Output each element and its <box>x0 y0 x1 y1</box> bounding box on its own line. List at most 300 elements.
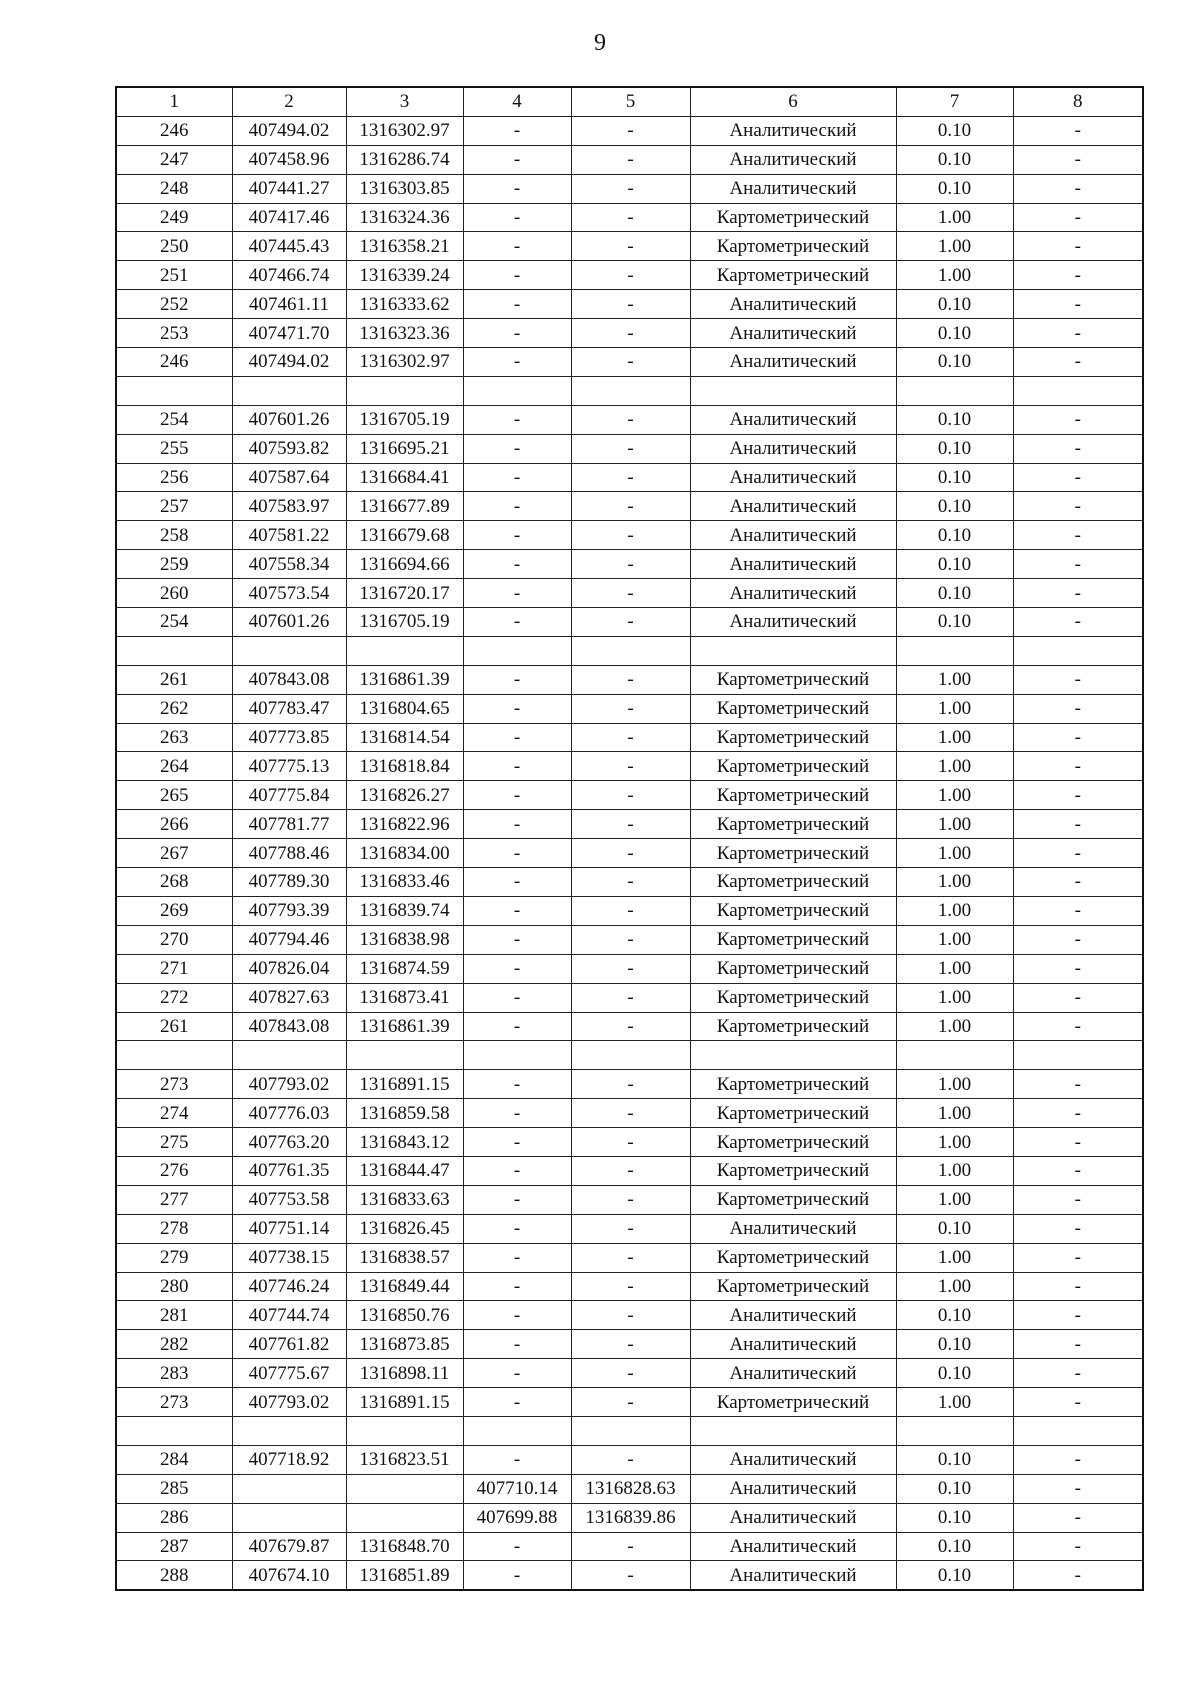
y-new-cell: - <box>571 752 690 781</box>
column-header: 5 <box>571 87 690 116</box>
point-number-cell: 276 <box>116 1156 232 1185</box>
x-new-cell: - <box>463 290 571 319</box>
point-number-cell: 265 <box>116 781 232 810</box>
method-cell: Аналитический <box>690 1532 896 1561</box>
x-coordinate-cell: 407461.11 <box>232 290 346 319</box>
x-coordinate-cell: 407471.70 <box>232 319 346 348</box>
accuracy-cell: 1.00 <box>896 925 1013 954</box>
point-number-cell: 260 <box>116 579 232 608</box>
y-new-cell: - <box>571 1185 690 1214</box>
accuracy-cell: 0.10 <box>896 145 1013 174</box>
x-coordinate-cell: 407466.74 <box>232 261 346 290</box>
note-cell: - <box>1013 868 1143 897</box>
x-new-cell: - <box>463 1330 571 1359</box>
x-new-cell: - <box>463 781 571 810</box>
note-cell: - <box>1013 1272 1143 1301</box>
y-coordinate-cell: 1316848.70 <box>346 1532 463 1561</box>
note-cell: - <box>1013 261 1143 290</box>
y-coordinate-cell: 1316720.17 <box>346 579 463 608</box>
point-number-cell: 249 <box>116 203 232 232</box>
point-number-cell: 250 <box>116 232 232 261</box>
y-new-cell: - <box>571 723 690 752</box>
table-row <box>116 983 1143 1012</box>
method-cell: Аналитический <box>690 290 896 319</box>
point-number-cell: 278 <box>116 1214 232 1243</box>
x-new-cell: 407710.14 <box>463 1474 571 1503</box>
note-cell: - <box>1013 1532 1143 1561</box>
accuracy-cell: 0.10 <box>896 1474 1013 1503</box>
y-coordinate-cell: 1316843.12 <box>346 1128 463 1157</box>
separator-row <box>116 1416 1143 1445</box>
x-new-cell: - <box>463 232 571 261</box>
table-row <box>116 290 1143 319</box>
note-cell: - <box>1013 665 1143 694</box>
y-new-cell: - <box>571 839 690 868</box>
note-cell <box>1013 1041 1143 1070</box>
method-cell: Аналитический <box>690 463 896 492</box>
x-new-cell: 407699.88 <box>463 1503 571 1532</box>
method-cell: Картометрический <box>690 1272 896 1301</box>
note-cell: - <box>1013 954 1143 983</box>
column-header: 4 <box>463 87 571 116</box>
table-row <box>116 1532 1143 1561</box>
note-cell: - <box>1013 434 1143 463</box>
x-new-cell: - <box>463 1272 571 1301</box>
note-cell: - <box>1013 550 1143 579</box>
y-new-cell: 1316828.63 <box>571 1474 690 1503</box>
y-new-cell: - <box>571 1561 690 1590</box>
method-cell: Картометрический <box>690 752 896 781</box>
y-new-cell: - <box>571 954 690 983</box>
y-coordinate-cell: 1316861.39 <box>346 1012 463 1041</box>
separator-row <box>116 376 1143 405</box>
note-cell: - <box>1013 521 1143 550</box>
x-coordinate-cell: 407773.85 <box>232 723 346 752</box>
table-row <box>116 492 1143 521</box>
accuracy-cell: 1.00 <box>896 723 1013 752</box>
y-coordinate-cell: 1316814.54 <box>346 723 463 752</box>
y-new-cell: - <box>571 1532 690 1561</box>
point-number-cell: 281 <box>116 1301 232 1330</box>
x-coordinate-cell: 407843.08 <box>232 665 346 694</box>
note-cell: - <box>1013 1388 1143 1417</box>
accuracy-cell: 0.10 <box>896 1214 1013 1243</box>
point-number-cell: 255 <box>116 434 232 463</box>
x-new-cell: - <box>463 116 571 145</box>
point-number-cell: 266 <box>116 810 232 839</box>
header-row <box>116 87 1143 116</box>
method-cell <box>690 376 896 405</box>
method-cell: Картометрический <box>690 868 896 897</box>
x-new-cell <box>463 636 571 665</box>
y-coordinate-cell: 1316339.24 <box>346 261 463 290</box>
point-number-cell: 262 <box>116 694 232 723</box>
point-number-cell: 256 <box>116 463 232 492</box>
column-header: 2 <box>232 87 346 116</box>
table-row <box>116 261 1143 290</box>
y-coordinate-cell: 1316873.41 <box>346 983 463 1012</box>
table-body <box>116 116 1143 1590</box>
y-coordinate-cell: 1316333.62 <box>346 290 463 319</box>
x-new-cell: - <box>463 896 571 925</box>
point-number-cell: 267 <box>116 839 232 868</box>
x-new-cell: - <box>463 1445 571 1474</box>
x-coordinate-cell: 407718.92 <box>232 1445 346 1474</box>
note-cell: - <box>1013 1561 1143 1590</box>
x-coordinate-cell: 407674.10 <box>232 1561 346 1590</box>
accuracy-cell: 1.00 <box>896 1185 1013 1214</box>
x-new-cell: - <box>463 492 571 521</box>
method-cell: Картометрический <box>690 1012 896 1041</box>
x-new-cell: - <box>463 752 571 781</box>
y-coordinate-cell <box>346 1416 463 1445</box>
y-new-cell: - <box>571 1388 690 1417</box>
x-new-cell: - <box>463 348 571 377</box>
accuracy-cell: 1.00 <box>896 810 1013 839</box>
accuracy-cell <box>896 1041 1013 1070</box>
table-row <box>116 232 1143 261</box>
x-new-cell <box>463 1416 571 1445</box>
x-new-cell: - <box>463 145 571 174</box>
x-new-cell <box>463 1041 571 1070</box>
y-new-cell: - <box>571 463 690 492</box>
table-row <box>116 348 1143 377</box>
y-new-cell: - <box>571 983 690 1012</box>
note-cell: - <box>1013 174 1143 203</box>
x-coordinate-cell: 407417.46 <box>232 203 346 232</box>
note-cell: - <box>1013 752 1143 781</box>
x-coordinate-cell: 407744.74 <box>232 1301 346 1330</box>
accuracy-cell: 1.00 <box>896 839 1013 868</box>
accuracy-cell: 1.00 <box>896 781 1013 810</box>
point-number-cell: 246 <box>116 116 232 145</box>
accuracy-cell: 1.00 <box>896 1243 1013 1272</box>
y-coordinate-cell: 1316826.45 <box>346 1214 463 1243</box>
y-coordinate-cell: 1316804.65 <box>346 694 463 723</box>
table-row <box>116 752 1143 781</box>
accuracy-cell: 0.10 <box>896 579 1013 608</box>
x-coordinate-cell: 407775.84 <box>232 781 346 810</box>
y-coordinate-cell: 1316859.58 <box>346 1099 463 1128</box>
note-cell: - <box>1013 1474 1143 1503</box>
y-new-cell: - <box>571 868 690 897</box>
point-number-cell: 284 <box>116 1445 232 1474</box>
y-coordinate-cell: 1316324.36 <box>346 203 463 232</box>
y-new-cell: - <box>571 1099 690 1128</box>
table-row <box>116 1156 1143 1185</box>
y-new-cell: - <box>571 319 690 348</box>
table-row <box>116 203 1143 232</box>
y-coordinate-cell: 1316833.46 <box>346 868 463 897</box>
point-number-cell: 272 <box>116 983 232 1012</box>
point-number-cell: 268 <box>116 868 232 897</box>
accuracy-cell: 1.00 <box>896 232 1013 261</box>
table-row <box>116 1185 1143 1214</box>
accuracy-cell: 1.00 <box>896 203 1013 232</box>
y-coordinate-cell: 1316684.41 <box>346 463 463 492</box>
x-coordinate-cell: 407441.27 <box>232 174 346 203</box>
note-cell: - <box>1013 1185 1143 1214</box>
accuracy-cell: 1.00 <box>896 1388 1013 1417</box>
x-new-cell: - <box>463 608 571 637</box>
table-row <box>116 868 1143 897</box>
method-cell: Картометрический <box>690 810 896 839</box>
accuracy-cell: 0.10 <box>896 290 1013 319</box>
y-coordinate-cell: 1316303.85 <box>346 174 463 203</box>
point-number-cell: 258 <box>116 521 232 550</box>
x-new-cell: - <box>463 665 571 694</box>
x-coordinate-cell: 407593.82 <box>232 434 346 463</box>
x-coordinate-cell: 407793.02 <box>232 1388 346 1417</box>
note-cell: - <box>1013 463 1143 492</box>
y-new-cell <box>571 636 690 665</box>
x-new-cell: - <box>463 1301 571 1330</box>
table-row <box>116 1099 1143 1128</box>
note-cell: - <box>1013 1012 1143 1041</box>
note-cell: - <box>1013 1359 1143 1388</box>
accuracy-cell: 0.10 <box>896 521 1013 550</box>
x-new-cell: - <box>463 1128 571 1157</box>
x-new-cell: - <box>463 203 571 232</box>
note-cell: - <box>1013 810 1143 839</box>
point-number-cell: 273 <box>116 1388 232 1417</box>
point-number-cell: 274 <box>116 1099 232 1128</box>
x-coordinate-cell <box>232 636 346 665</box>
x-new-cell: - <box>463 579 571 608</box>
accuracy-cell: 1.00 <box>896 868 1013 897</box>
accuracy-cell: 1.00 <box>896 261 1013 290</box>
column-header: 8 <box>1013 87 1143 116</box>
accuracy-cell: 1.00 <box>896 694 1013 723</box>
point-number-cell: 280 <box>116 1272 232 1301</box>
table-row <box>116 694 1143 723</box>
x-new-cell: - <box>463 1156 571 1185</box>
accuracy-cell: 0.10 <box>896 608 1013 637</box>
x-coordinate-cell: 407776.03 <box>232 1099 346 1128</box>
point-number-cell: 257 <box>116 492 232 521</box>
accuracy-cell: 1.00 <box>896 1128 1013 1157</box>
y-coordinate-cell: 1316838.57 <box>346 1243 463 1272</box>
point-number-cell: 286 <box>116 1503 232 1532</box>
table-row <box>116 1445 1143 1474</box>
point-number-cell: 273 <box>116 1070 232 1099</box>
note-cell: - <box>1013 1301 1143 1330</box>
x-coordinate-cell: 407827.63 <box>232 983 346 1012</box>
accuracy-cell: 0.10 <box>896 405 1013 434</box>
method-cell: Аналитический <box>690 319 896 348</box>
table-header <box>116 87 1143 116</box>
x-coordinate-cell: 407793.39 <box>232 896 346 925</box>
x-coordinate-cell: 407789.30 <box>232 868 346 897</box>
method-cell: Аналитический <box>690 579 896 608</box>
point-number-cell: 254 <box>116 405 232 434</box>
y-new-cell: - <box>571 1445 690 1474</box>
accuracy-cell: 0.10 <box>896 174 1013 203</box>
y-new-cell: - <box>571 1012 690 1041</box>
y-new-cell <box>571 376 690 405</box>
method-cell: Картометрический <box>690 232 896 261</box>
y-coordinate-cell: 1316844.47 <box>346 1156 463 1185</box>
y-new-cell: - <box>571 521 690 550</box>
table-row <box>116 896 1143 925</box>
method-cell: Картометрический <box>690 925 896 954</box>
method-cell: Картометрический <box>690 781 896 810</box>
note-cell: - <box>1013 1503 1143 1532</box>
y-new-cell: - <box>571 261 690 290</box>
point-number-cell: 261 <box>116 1012 232 1041</box>
x-new-cell: - <box>463 1012 571 1041</box>
method-cell: Картометрический <box>690 1128 896 1157</box>
x-new-cell: - <box>463 1243 571 1272</box>
method-cell: Картометрический <box>690 723 896 752</box>
x-new-cell <box>463 376 571 405</box>
y-coordinate-cell <box>346 1041 463 1070</box>
method-cell: Аналитический <box>690 348 896 377</box>
y-new-cell: - <box>571 694 690 723</box>
y-coordinate-cell: 1316302.97 <box>346 116 463 145</box>
y-new-cell: - <box>571 232 690 261</box>
y-coordinate-cell: 1316822.96 <box>346 810 463 839</box>
y-coordinate-cell <box>346 1474 463 1503</box>
method-cell: Аналитический <box>690 1214 896 1243</box>
x-new-cell: - <box>463 839 571 868</box>
note-cell: - <box>1013 348 1143 377</box>
x-new-cell: - <box>463 1359 571 1388</box>
note-cell: - <box>1013 1445 1143 1474</box>
y-coordinate-cell: 1316679.68 <box>346 521 463 550</box>
note-cell: - <box>1013 1330 1143 1359</box>
table-row <box>116 550 1143 579</box>
point-number-cell: 254 <box>116 608 232 637</box>
table-row <box>116 608 1143 637</box>
point-number-cell: 246 <box>116 348 232 377</box>
method-cell: Аналитический <box>690 1301 896 1330</box>
column-header: 7 <box>896 87 1013 116</box>
note-cell: - <box>1013 290 1143 319</box>
table-row <box>116 1359 1143 1388</box>
y-coordinate-cell: 1316850.76 <box>346 1301 463 1330</box>
y-coordinate-cell: 1316677.89 <box>346 492 463 521</box>
x-coordinate-cell: 407746.24 <box>232 1272 346 1301</box>
x-coordinate-cell: 407761.82 <box>232 1330 346 1359</box>
table-row <box>116 1012 1143 1041</box>
table-row <box>116 665 1143 694</box>
x-new-cell: - <box>463 810 571 839</box>
note-cell: - <box>1013 1156 1143 1185</box>
note-cell: - <box>1013 145 1143 174</box>
table-row <box>116 723 1143 752</box>
table-row <box>116 1214 1143 1243</box>
table-row <box>116 1070 1143 1099</box>
y-new-cell: - <box>571 1330 690 1359</box>
y-new-cell: - <box>571 405 690 434</box>
method-cell: Аналитический <box>690 145 896 174</box>
accuracy-cell <box>896 376 1013 405</box>
x-coordinate-cell: 407587.64 <box>232 463 346 492</box>
x-coordinate-cell: 407573.54 <box>232 579 346 608</box>
x-coordinate-cell <box>232 1041 346 1070</box>
method-cell: Аналитический <box>690 434 896 463</box>
x-new-cell: - <box>463 261 571 290</box>
y-coordinate-cell <box>346 636 463 665</box>
accuracy-cell: 0.10 <box>896 550 1013 579</box>
accuracy-cell: 1.00 <box>896 896 1013 925</box>
point-number-cell: 259 <box>116 550 232 579</box>
y-new-cell <box>571 1041 690 1070</box>
x-new-cell: - <box>463 983 571 1012</box>
method-cell <box>690 1416 896 1445</box>
y-new-cell: - <box>571 1128 690 1157</box>
note-cell: - <box>1013 781 1143 810</box>
method-cell: Картометрический <box>690 954 896 983</box>
method-cell: Картометрический <box>690 839 896 868</box>
point-number-cell: 279 <box>116 1243 232 1272</box>
table-row <box>116 579 1143 608</box>
point-number-cell: 277 <box>116 1185 232 1214</box>
point-number-cell: 269 <box>116 896 232 925</box>
y-new-cell: - <box>571 1070 690 1099</box>
table-row <box>116 319 1143 348</box>
y-new-cell: - <box>571 434 690 463</box>
x-coordinate-cell: 407583.97 <box>232 492 346 521</box>
y-new-cell: - <box>571 810 690 839</box>
y-coordinate-cell: 1316302.97 <box>346 348 463 377</box>
method-cell: Аналитический <box>690 1445 896 1474</box>
accuracy-cell: 1.00 <box>896 1099 1013 1128</box>
y-coordinate-cell: 1316834.00 <box>346 839 463 868</box>
table-row <box>116 925 1143 954</box>
x-new-cell: - <box>463 1099 571 1128</box>
accuracy-cell: 1.00 <box>896 1156 1013 1185</box>
method-cell: Аналитический <box>690 1561 896 1590</box>
accuracy-cell: 0.10 <box>896 434 1013 463</box>
method-cell <box>690 1041 896 1070</box>
method-cell: Картометрический <box>690 203 896 232</box>
x-coordinate-cell: 407788.46 <box>232 839 346 868</box>
x-coordinate-cell: 407601.26 <box>232 608 346 637</box>
point-number-cell: 247 <box>116 145 232 174</box>
note-cell <box>1013 636 1143 665</box>
x-coordinate-cell: 407751.14 <box>232 1214 346 1243</box>
table-row <box>116 1272 1143 1301</box>
method-cell: Картометрический <box>690 1185 896 1214</box>
x-coordinate-cell: 407445.43 <box>232 232 346 261</box>
y-coordinate-cell: 1316818.84 <box>346 752 463 781</box>
x-new-cell: - <box>463 694 571 723</box>
y-coordinate-cell <box>346 376 463 405</box>
method-cell: Картометрический <box>690 665 896 694</box>
accuracy-cell: 1.00 <box>896 983 1013 1012</box>
table-row <box>116 1561 1143 1590</box>
table-row <box>116 405 1143 434</box>
point-number-cell: 283 <box>116 1359 232 1388</box>
x-coordinate-cell: 407601.26 <box>232 405 346 434</box>
note-cell: - <box>1013 492 1143 521</box>
x-new-cell: - <box>463 434 571 463</box>
table-row <box>116 1503 1143 1532</box>
accuracy-cell <box>896 1416 1013 1445</box>
x-new-cell: - <box>463 1185 571 1214</box>
point-number-cell: 253 <box>116 319 232 348</box>
table-row <box>116 434 1143 463</box>
y-coordinate-cell: 1316891.15 <box>346 1388 463 1417</box>
table-row <box>116 1128 1143 1157</box>
x-new-cell: - <box>463 174 571 203</box>
coordinates-table <box>115 86 1144 1591</box>
x-new-cell: - <box>463 1561 571 1590</box>
y-coordinate-cell: 1316826.27 <box>346 781 463 810</box>
y-new-cell: - <box>571 290 690 319</box>
